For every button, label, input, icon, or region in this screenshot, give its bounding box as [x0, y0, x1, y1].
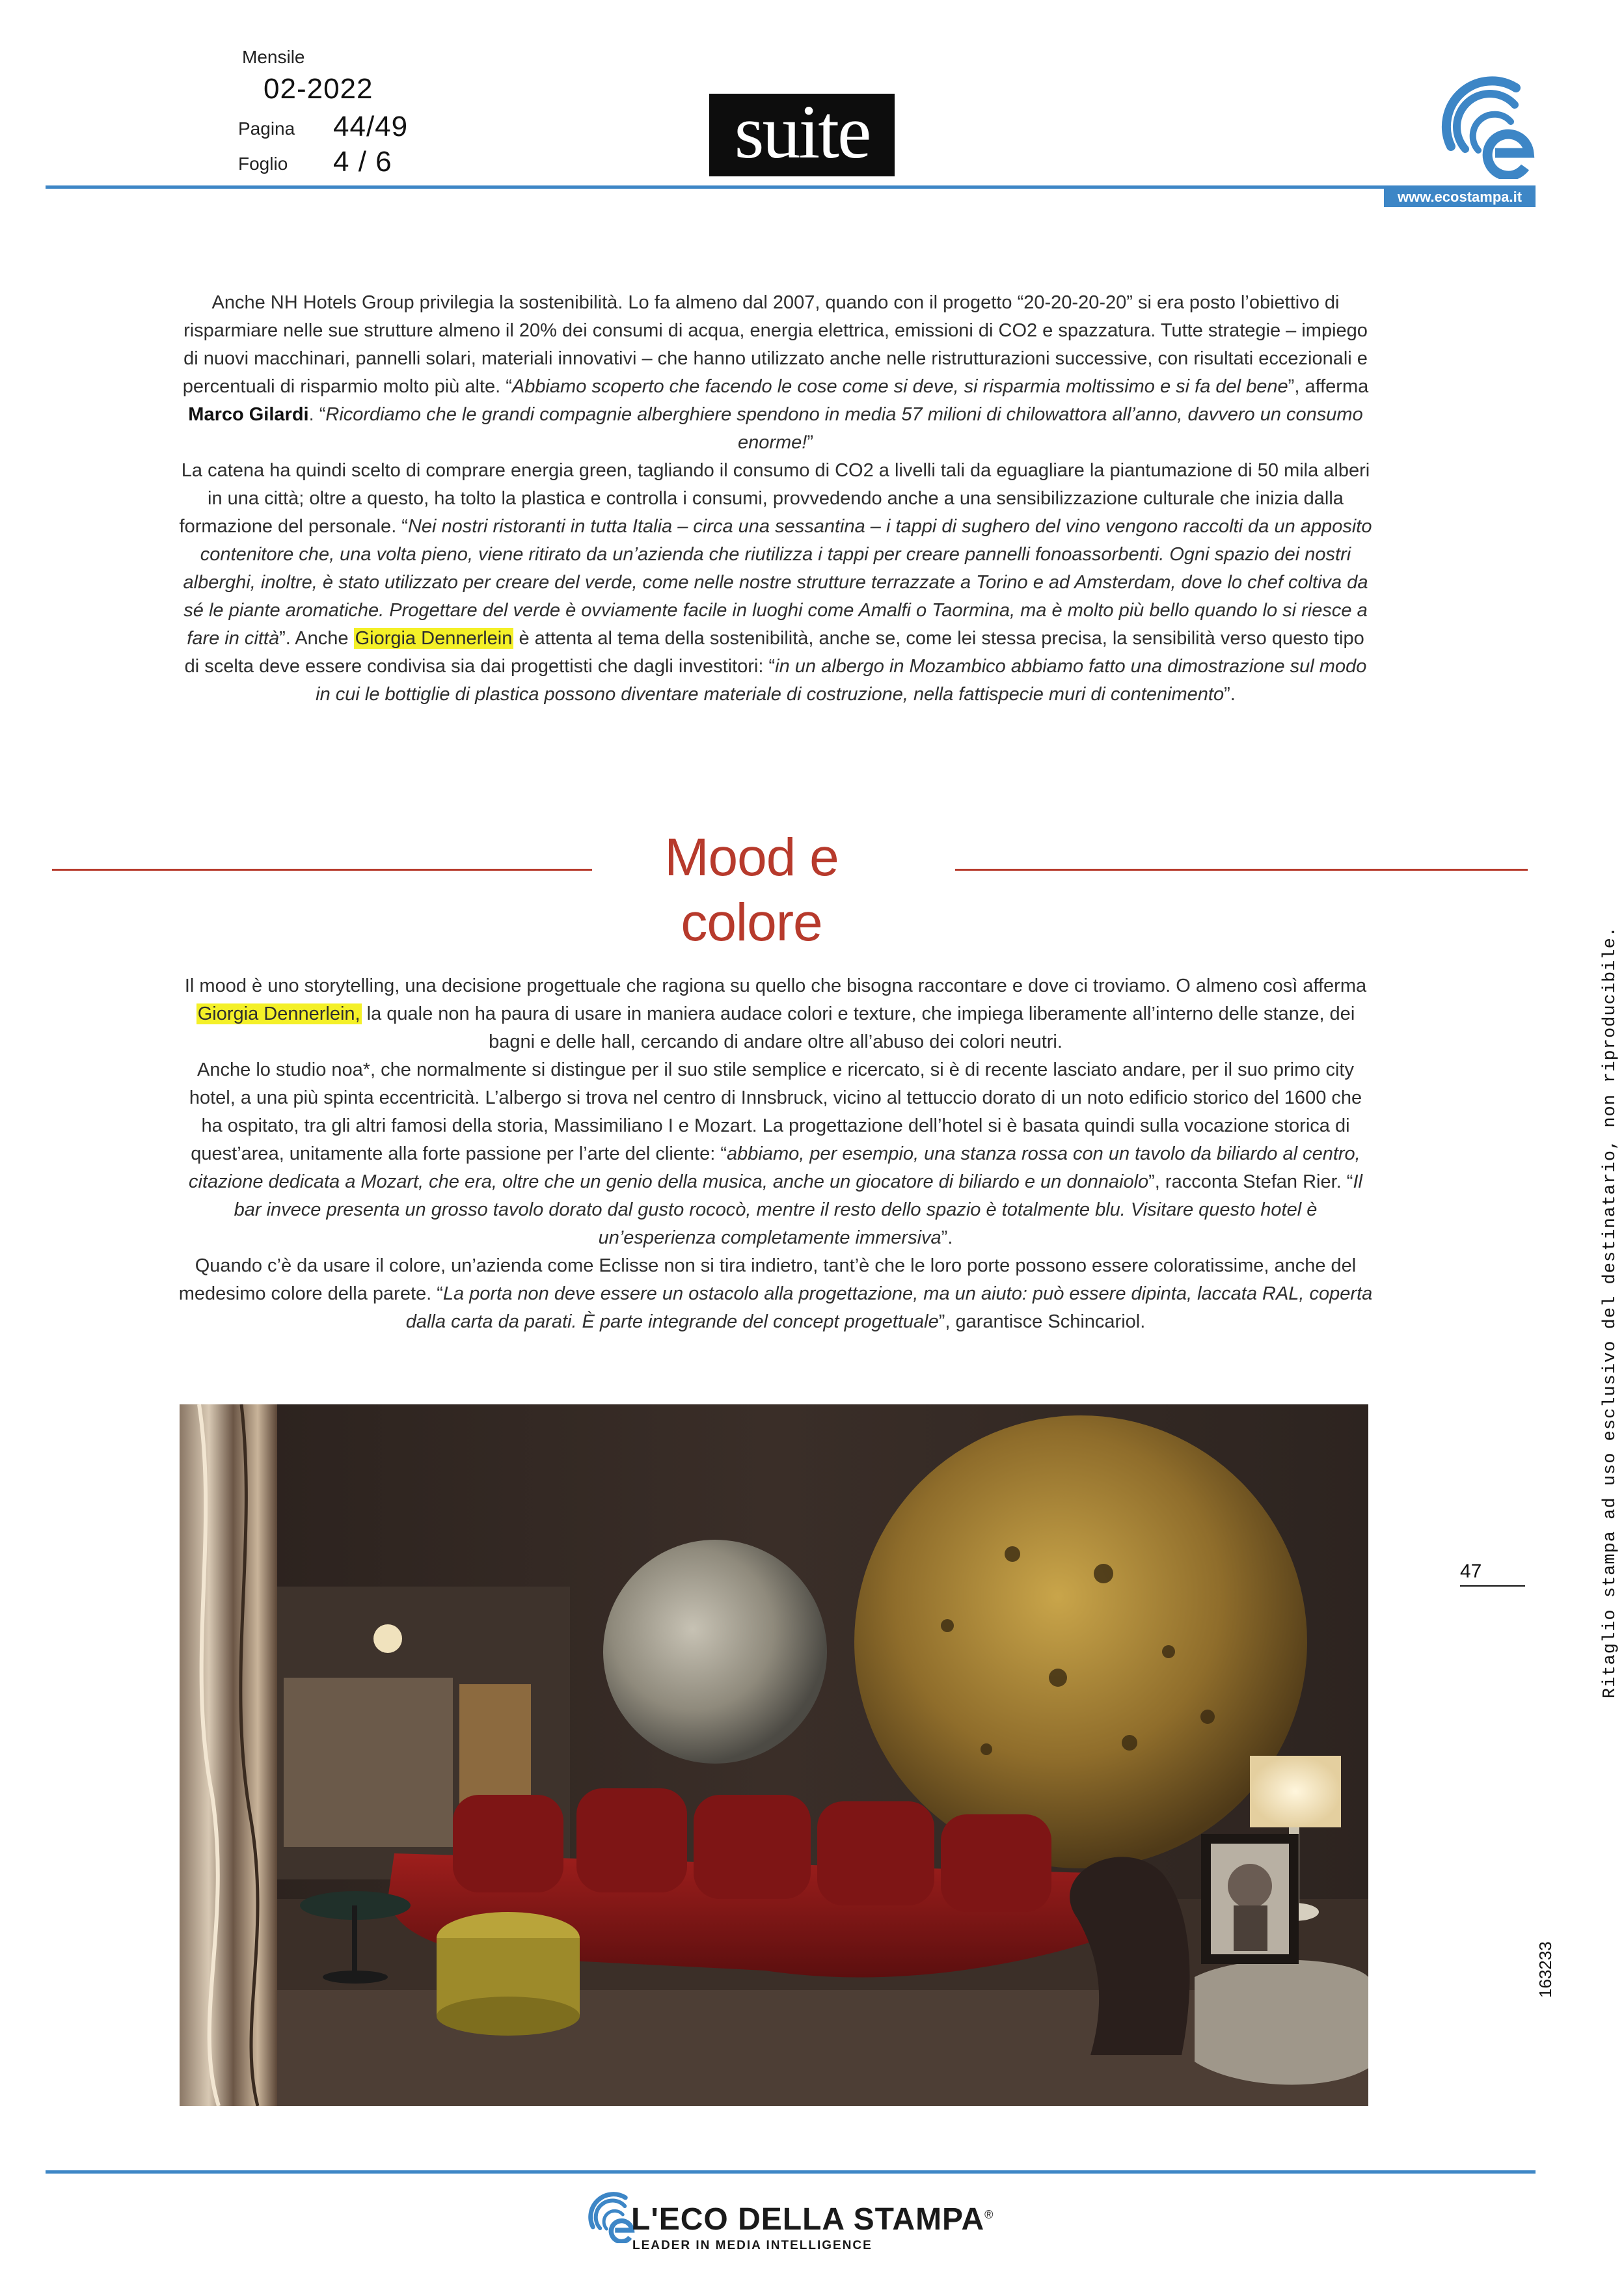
- paragraph-green-energy: La catena ha quindi scelto di comprare energia green, tagliando il consumo di CO2 a livelli tali da eguagliare la piantumazione di 50 mila alberi in una città; oltre a questo, ha tolto la plastica e controlla i consumi, provvedendo anche a una sensibilizzazione culturale che inizia dalla formazione del personale. “Nei nostri ristoranti in tutta Italia – circa una sessantina – i tappi di sughero del vino vengono raccolti da un apposito contenitore che, una volta pieno, viene ritirato da un’azienda che riutilizza i tappi per creare pannelli fonoassorbenti. Ogni spazio dei nostri alberghi, inoltre, è stato utilizzato per creare del verde, come nelle nostre strutture terrazzate a Torino e ad Amsterdam, dove lo chef coltiva da sé le piante aromatiche. Progettare del verde è ovviamente facile in luoghi come Amalfi o Taormina, ma è molto più bello quando lo si riesce a fare in città”. Anche Giorgia Dennerlein è attenta al tema della sostenibilità, anche se, come lei stessa precisa, la sensibilità verso questo tipo di scelta deve essere condivisa sia dai progettisti che dagli investitori: “in un albergo in Mozambico abbiamo fatto una dimostrazione sul modo in cui le bottiglie di plastica possono diventare materiale di costruzione, nella fattispecie muri di contenimento”.: [179, 460, 1372, 705]
- name-marco-gilardi: Marco Gilardi: [188, 404, 309, 425]
- issue-date: 02-2022: [264, 73, 373, 105]
- page-number-underline: [1460, 1585, 1525, 1587]
- header-rule: [46, 185, 1536, 189]
- page-value: 44/49: [333, 111, 409, 143]
- page-number: 47: [1460, 1561, 1482, 1582]
- hotel-lounge-photo: [180, 1404, 1368, 2106]
- ecostampa-url[interactable]: www.ecostampa.it: [1384, 187, 1536, 207]
- footer-brand: L'ECO DELLA STAMPA®: [631, 2202, 994, 2237]
- reproduction-notice: Ritaglio stampa ad uso esclusivo del destinatario, non riproducibile.: [1601, 926, 1620, 1699]
- sheet-label: Foglio: [238, 154, 288, 174]
- registered-mark: ®: [984, 2208, 994, 2221]
- footer-tagline: LEADER IN MEDIA INTELLIGENCE: [632, 2239, 873, 2252]
- periodicity-label: Mensile: [242, 47, 305, 67]
- article-mood: [177, 972, 1374, 1336]
- clipping-code: 163233: [1536, 1941, 1555, 1998]
- page-label: Pagina: [238, 118, 295, 139]
- highlight-giorgia-dennerlein-2: Giorgia Dennerlein,: [197, 1003, 360, 1024]
- section-rule-left: [52, 869, 592, 871]
- paragraph-mood: Il mood è uno storytelling, una decisione progettuale che ragiona su quello che bisogna raccontare e dove ci troviamo. O almeno così afferma Giorgia Dennerlein, la quale non ha paura di usare in maniera audace colori e texture, che impiega liberamente all’interno delle stanze, dei bagni e delle hall, cercando di andare oltre all’abuso dei colori neutri.: [184, 976, 1367, 1052]
- section-rule-right: [955, 869, 1528, 871]
- sheet-value: 4 / 6: [333, 146, 392, 178]
- paragraph-noa-studio: Anche lo studio noa*, che normalmente si distingue per il suo stile semplice e ricercato, si è di recente lasciato andare, per il suo primo city hotel, a una più spinta eccentricità. L’albergo si trova nel centro di Innsbruck, vicino al tettuccio dorato di un noto edificio storico del 1600 che ha ospitato, tra gli altri famosi della storia, Massimiliano I e Mozart. La progettazione dell’hotel si è basata quindi sulla vocazione storica di quest’area, unitamente alla forte passione per l’arte del cliente: “abbiamo, per esempio, una stanza rossa con un tavolo da biliardo al centro, citazione dedicata a Mozart, che era, oltre che un genio della musica, anche un giocatore di biliardo e un donnaiolo”, racconta Stefan Rier. “Il bar invece presenta un grosso tavolo dorato dal gusto rococò, mentre il resto dello spazio è totalmente blu. Visitare questo hotel è un’esperienza completamente immersiva”.: [189, 1059, 1362, 1248]
- footer-rule: [46, 2170, 1536, 2174]
- ecostampa-logo-icon: [1438, 68, 1545, 179]
- paragraph-eclisse: Quando c’è da usare il colore, un’azienda come Eclisse non si tira indietro, tant’è che le loro porte possono essere coloratissime, anche del medesimo colore della parete. “La porta non deve essere un ostacolo alla progettazione, ma un aiuto: può essere dipinta, laccata RAL, coperta dalla carta da parati. È parte integrande del concept progettuale”, garantisce Schincariol.: [178, 1255, 1373, 1332]
- highlight-giorgia-dennerlein: Giorgia Dennerlein: [355, 628, 513, 649]
- magazine-logo: suite: [709, 94, 895, 176]
- paragraph-nh-hotels: Anche NH Hotels Group privilegia la sostenibilità. Lo fa almeno dal 2007, quando con il progetto “20-20-20-20” si era posto l’obiettivo di risparmiare nelle sue strutture almeno il 20% dei consumi di acqua, energia elettrica, emissioni di CO2 e spazzatura. Tutte strategie – impiego di nuovi macchinari, pannelli solari, materiali innovativi – che hanno utilizzato anche nelle ristrutturazioni successive, con risultati eccezionali e percentuali di risparmio molto più alte. “Abbiamo scoperto che facendo le cose come si deve, si risparmia moltissimo e si fa del bene”, afferma Marco Gilardi. “Ricordiamo che le grandi compagnie alberghiere spendono in media 57 milioni di chilowattora all’anno, davvero un consumo enorme!”: [182, 292, 1369, 453]
- article-intro: [177, 289, 1374, 709]
- section-title: Mood e colore: [664, 828, 839, 952]
